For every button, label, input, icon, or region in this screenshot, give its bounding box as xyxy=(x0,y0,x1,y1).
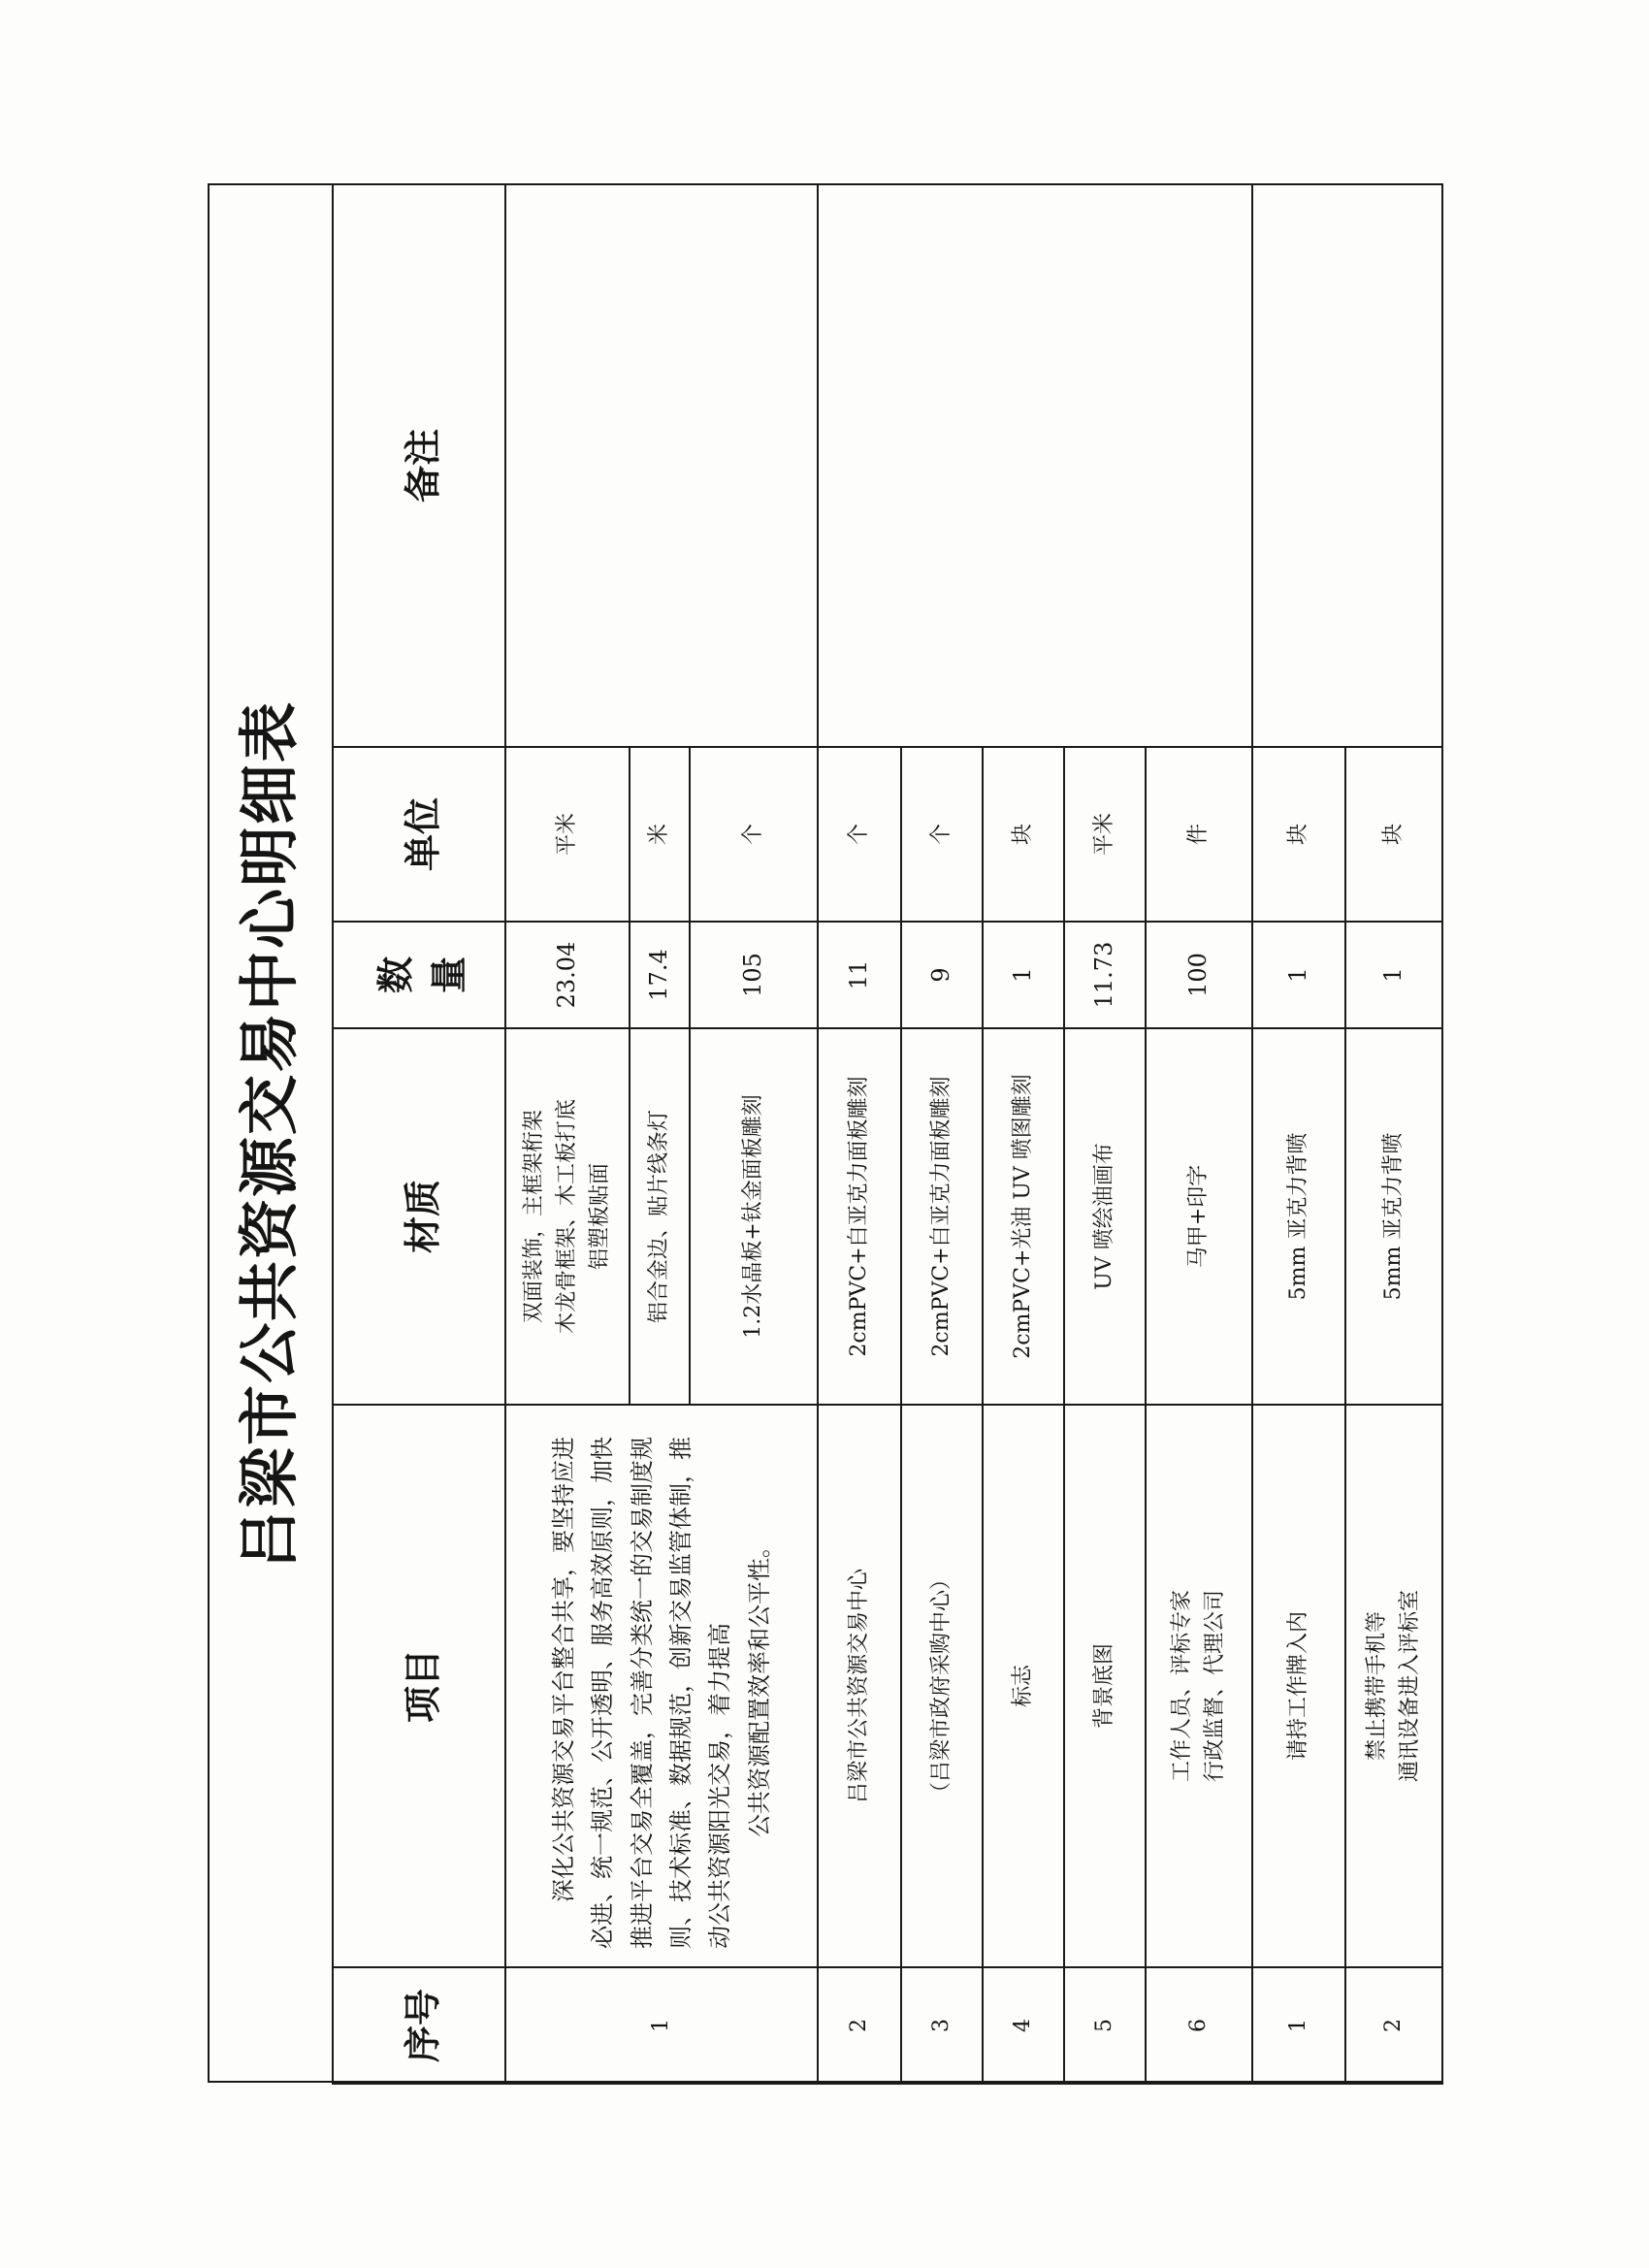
header-quantity: 数 量 xyxy=(333,922,505,1028)
row1-item-text: 深化公共资源交易平台整合共享，要坚持应进必进、统一规范、公开透明、服务高效原则，加快推进平台交易全覆盖，完善分类统一的交易制度规则、技术标准、数据规范，创新交易监管体制，推动公共资源阳光交易，着力提高 xyxy=(550,1437,734,1949)
header-index: 序号 xyxy=(333,1967,505,2084)
table-row xyxy=(1252,184,1345,2084)
row6-material: 马甲+印字 xyxy=(1146,1028,1252,1405)
table-row xyxy=(818,184,901,2084)
header-material: 材质 xyxy=(333,1028,505,1405)
row2-material: 2cmPVC+白亚克力面板雕刻 xyxy=(818,1028,901,1405)
header-row xyxy=(333,184,505,2084)
row3-material: 2cmPVC+白亚克力面板雕刻 xyxy=(901,1028,983,1405)
row1-part3-quantity: 105 xyxy=(690,922,818,1028)
row1-part2-material: 铝合金边、贴片线条灯 xyxy=(630,1028,690,1405)
remark-block-3 xyxy=(1252,184,1442,747)
row2-unit: 个 xyxy=(818,747,901,922)
header-remark: 备注 xyxy=(333,184,505,747)
row1-item xyxy=(505,1405,818,1967)
row4-material: 2cmPVC+光油 UV 喷图雕刻 xyxy=(983,1028,1064,1405)
row8-index: 2 xyxy=(1345,1967,1442,2084)
row8-unit: 块 xyxy=(1345,747,1442,922)
row7-material: 5mm 亚克力背喷 xyxy=(1252,1028,1345,1405)
row4-index: 4 xyxy=(983,1967,1064,2084)
detail-table xyxy=(332,183,1443,2085)
row7-quantity: 1 xyxy=(1252,922,1345,1028)
row5-item: 背景底图 xyxy=(1064,1405,1146,1967)
row5-material: UV 喷绘油画布 xyxy=(1064,1028,1146,1405)
row7-item: 请持工作牌入内 xyxy=(1252,1405,1345,1967)
row3-quantity: 9 xyxy=(901,922,983,1028)
table-row xyxy=(505,184,630,2084)
row5-index: 5 xyxy=(1064,1967,1146,2084)
row1-part2-unit: 米 xyxy=(630,747,690,922)
row5-unit: 平米 xyxy=(1064,747,1146,922)
document-title: 吕梁市公共资源交易中心明细表 xyxy=(234,700,305,1571)
row8-item: 禁止携带手机等 通讯设备进入评标室 xyxy=(1345,1405,1442,1967)
row1-part3-unit: 个 xyxy=(690,747,818,922)
header-item: 项目 xyxy=(333,1405,505,1967)
row1-part2-quantity: 17.4 xyxy=(630,922,690,1028)
row4-quantity: 1 xyxy=(983,922,1064,1028)
row1-item-end: 公共资源配置效率和公平性。 xyxy=(745,1535,773,1837)
row2-quantity: 11 xyxy=(818,922,901,1028)
row6-unit: 件 xyxy=(1146,747,1252,922)
header-unit: 单位 xyxy=(333,747,505,922)
row5-quantity: 11.73 xyxy=(1064,922,1146,1028)
row2-index: 2 xyxy=(818,1967,901,2084)
row1-index: 1 xyxy=(505,1967,818,2084)
row1-part3-material: 1.2水晶板+钛金面板雕刻 xyxy=(690,1028,818,1405)
row3-unit: 个 xyxy=(901,747,983,922)
rotated-sheet xyxy=(208,185,1441,2083)
row1-part1-unit: 平米 xyxy=(505,747,630,922)
row3-index: 3 xyxy=(901,1967,983,2084)
row6-item: 工作人员、评标专家 行政监督、代理公司 xyxy=(1146,1405,1252,1967)
row8-material: 5mm 亚克力背喷 xyxy=(1345,1028,1442,1405)
row7-unit: 块 xyxy=(1252,747,1345,922)
row4-unit: 块 xyxy=(983,747,1064,922)
row1-part1-quantity: 23.04 xyxy=(505,922,630,1028)
row2-item: 吕梁市公共资源交易中心 xyxy=(818,1405,901,1967)
row8-quantity: 1 xyxy=(1345,922,1442,1028)
row1-remark xyxy=(505,184,818,747)
row1-part1-material: 双面装饰，主框架桁架 木龙骨框架、木工板打底 铝塑板贴面 xyxy=(505,1028,630,1405)
row7-index: 1 xyxy=(1252,1967,1345,2084)
row4-item: 标志 xyxy=(983,1405,1064,1967)
remark-block-2 xyxy=(818,184,1252,747)
row6-quantity: 100 xyxy=(1146,922,1252,1028)
row3-item: （吕梁市政府采购中心） xyxy=(901,1405,983,1967)
row6-index: 6 xyxy=(1146,1967,1252,2084)
